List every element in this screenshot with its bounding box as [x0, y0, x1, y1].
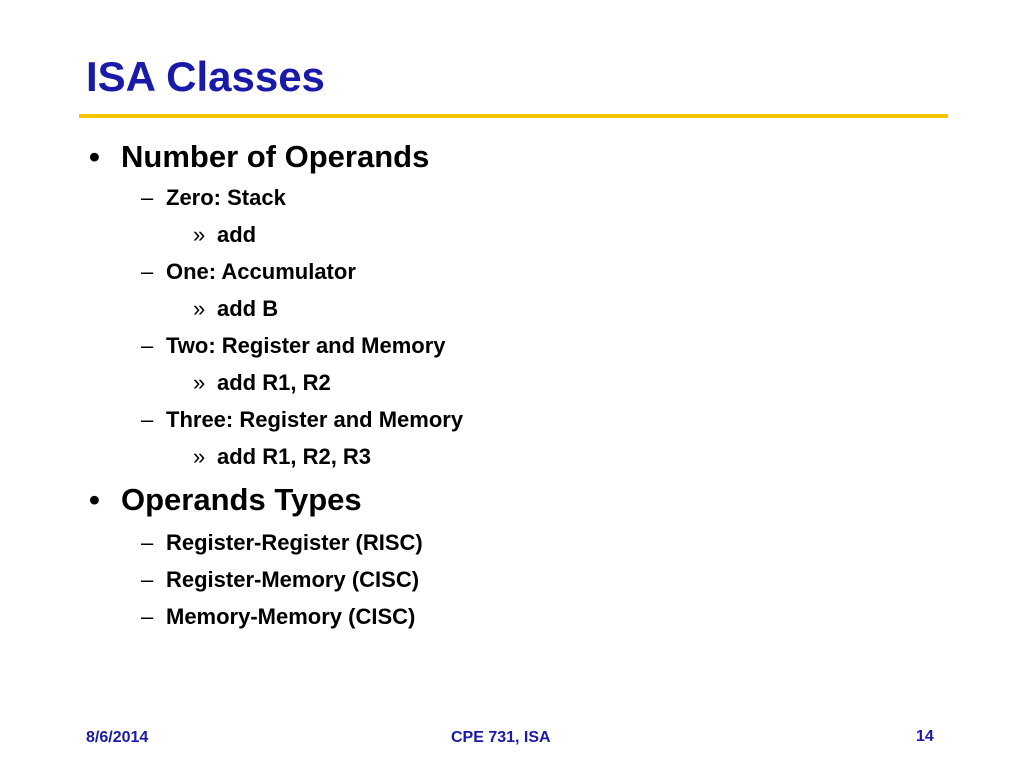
example-add-r1-r2-r3	[193, 444, 372, 470]
example-text: add B	[217, 296, 279, 321]
example-text: add R1, R2	[217, 370, 331, 395]
sub-item-text: Zero: Stack	[166, 185, 286, 210]
sub-item-three-register-memory	[141, 407, 464, 433]
chevron-marker: »	[193, 222, 206, 247]
sub-item-text: One: Accumulator	[166, 259, 356, 284]
chevron-marker: »	[193, 296, 206, 321]
example-text: add	[217, 222, 257, 247]
sub-item-text: Register-Register (RISC)	[166, 530, 423, 555]
bullet-marker: •	[89, 482, 100, 517]
dash-marker: –	[141, 185, 154, 210]
sub-item-text: Memory-Memory (CISC)	[166, 604, 416, 629]
dash-marker: –	[141, 259, 154, 284]
dash-marker: –	[141, 407, 154, 432]
example-text: add R1, R2, R3	[217, 444, 372, 469]
footer-course: CPE 731, ISA	[451, 729, 551, 746]
bullet-operands-types	[89, 482, 362, 518]
sub-item-zero-stack	[141, 185, 286, 211]
sub-item-text: Three: Register and Memory	[166, 407, 464, 432]
chevron-marker: »	[193, 444, 206, 469]
chevron-marker: »	[193, 370, 206, 395]
sub-item-register-memory	[141, 567, 420, 593]
slide-title: ISA Classes	[86, 53, 325, 100]
sub-item-two-register-memory	[141, 333, 446, 359]
bullet-number-of-operands	[89, 139, 430, 175]
dash-marker: –	[141, 333, 154, 358]
sub-item-text: Two: Register and Memory	[166, 333, 446, 358]
example-add-r1-r2	[193, 370, 331, 396]
bullet-marker: •	[89, 139, 100, 174]
dash-marker: –	[141, 567, 154, 592]
bullet-text: Number of Operands	[121, 139, 430, 174]
sub-item-text: Register-Memory (CISC)	[166, 567, 420, 592]
footer-date: 8/6/2014	[86, 729, 149, 746]
dash-marker: –	[141, 530, 154, 555]
dash-marker: –	[141, 604, 154, 629]
sub-item-one-accumulator	[141, 259, 356, 285]
sub-item-register-register	[141, 530, 423, 556]
example-add	[193, 222, 257, 248]
example-add-b	[193, 296, 279, 322]
bullet-text: Operands Types	[121, 482, 362, 517]
sub-item-memory-memory	[141, 604, 416, 630]
footer-page-number: 14	[916, 728, 934, 745]
